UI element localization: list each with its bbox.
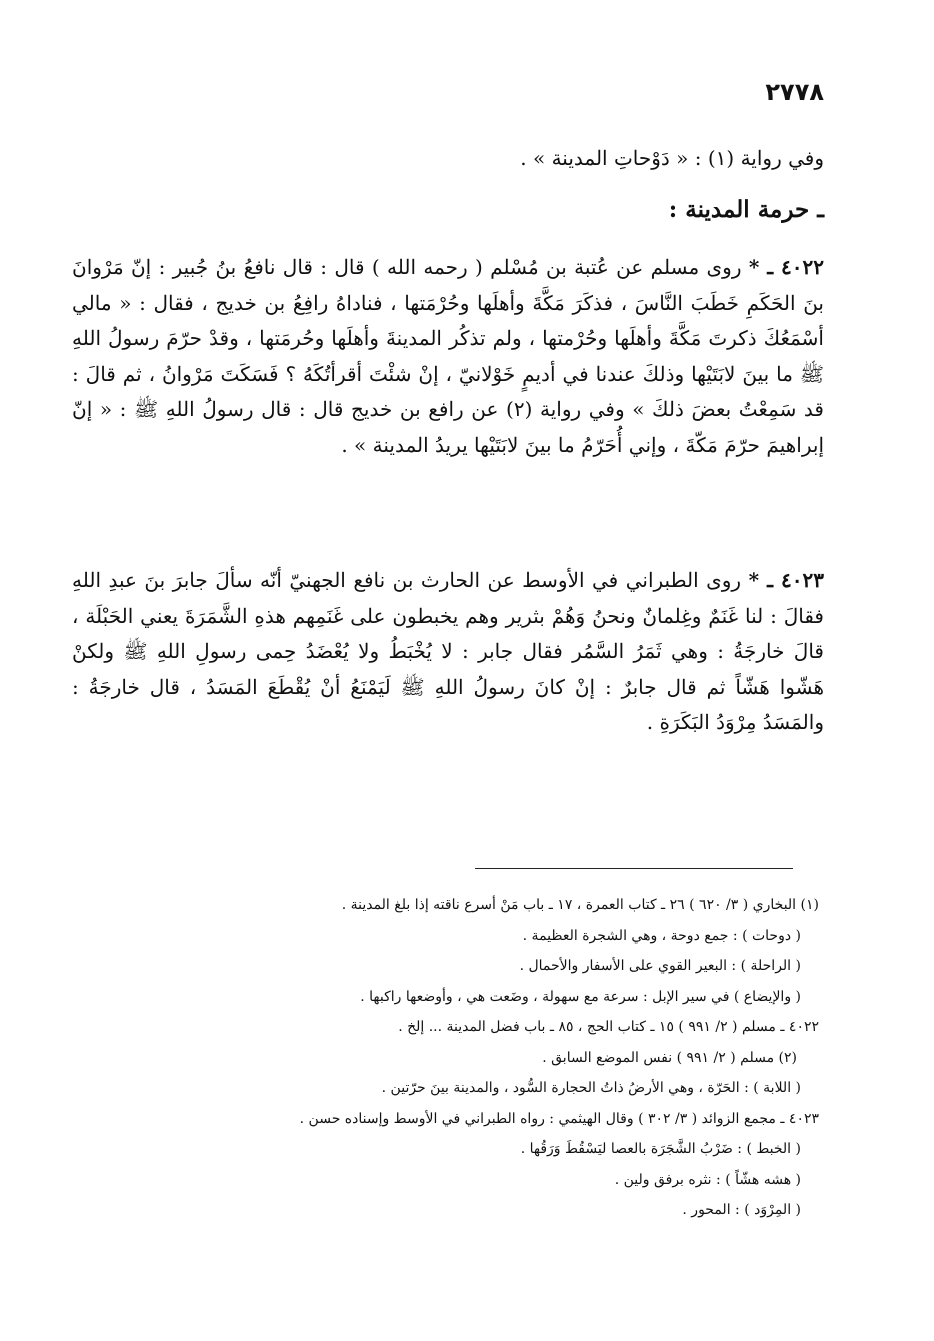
intro-line: وفي رواية (١) : « دَوْحاتِ المدينة » . (520, 146, 824, 170)
hadith-4023-text: روى الطبراني في الأوسط عن الحارث بن نافع الجهنيّ أنّه سألَ جابرَ بنَ عبدِ اللهِ فقالَ : لنا غَنَمٌ وغِلمانٌ ونحنُ وَهُمْ بثرير وهم يخبطون على غَنَمِهم هذهِ الشَّمَرَةَ يعني الحَبْلَة ، قالَ خارجَةُ : وهي ثَمَرُ السَّمُر فقال جابر : لا يُخْبَطُ ولا يُعْضَدُ حِمى رسولِ اللهِ ﷺ ولكنْ هَشّوا هَشّاً ثم قال جابرٌ : إنْ كانَ رسولُ اللهِ ﷺ لَيَمْنَعُ أنْ يُقْطَعَ المَسَدُ ، قال خارجَةُ : والمَسَدُ مِرْوَدُ البَكَرَةِ . (72, 568, 825, 734)
section-heading: ـ حرمة المدينة : (668, 196, 824, 223)
footnote-gloss-laba: ( اللابة ) : الحَرّة ، وهي الأرضُ ذاتُ الحجارة السُّود ، والمدينة بينَ حرّتين . (381, 1080, 801, 1096)
hadith-4023 (72, 563, 824, 741)
footnote-4022: ٤٠٢٢ ـ مسلم ( ٢/ ٩٩١ ) ١٥ ـ كتاب الحج ، ٨٥ ـ باب فضل المدينة ... إلخ . (398, 1019, 819, 1035)
footnote-gloss-mirwad: ( المِرْوَد ) : المحور . (682, 1202, 801, 1218)
hadith-4023-number: ٤٠٢٣ ـ * (748, 568, 825, 592)
footnote-gloss-rahila: ( الراحلة ) : البعير القوي على الأسفار والأحمال . (519, 958, 801, 974)
footnote-gloss-khabt: ( الخبط ) : ضَرْبُ الشَّجَرَة بالعصا ليَسْقُطَ وَرَقُها . (520, 1141, 801, 1157)
footnote-gloss-hash: ( هشه هشّاً ) : نثره برفق ولين . (614, 1171, 801, 1188)
footnote-2: (٢) مسلم ( ٢/ ٩٩١ ) نفس الموضع السابق . (542, 1049, 797, 1066)
footnote-1: (١) البخاري ( ٣/ ٦٢٠ ) ٢٦ ـ كتاب العمرة ، ١٧ ـ باب مَنْ أسرع ناقته إذا بلغ المدينة . (341, 897, 819, 913)
hadith-4022-number: ٤٠٢٢ ـ * (748, 255, 825, 279)
footnote-gloss-idaa: ( والإيضاع ) في سير الإبل : سرعة مع سهولة ، وضَعت هي ، وأوضعها راكبها . (360, 988, 801, 1005)
footnote-4023: ٤٠٢٣ ـ مجمع الزوائد ( ٣/ ٣٠٢ ) وقال الهيثمي : رواه الطبراني في الأوسط وإسناده حسن . (299, 1110, 819, 1127)
hadith-4022 (72, 250, 824, 463)
footnote-gloss-dawhat: ( دوحات ) : جمع دوحة ، وهي الشجرة العظيمة . (522, 927, 801, 944)
footnote-divider (475, 868, 793, 869)
footnotes (139, 890, 819, 1226)
page-number: ٢٧٧٨ (765, 78, 824, 106)
hadith-4022-text: روى مسلم عن عُتبة بن مُسْلم ( رحمه الله ) قال : قال نافعُ بنُ جُبير : إنّ مَرْوانَ بنَ الحَكَمِ خَطَبَ النَّاسَ ، فذكَرَ مَكَّةَ وأهلَها وحُرْمَتها ، فناداهُ رافِعُ بن خديج ، فقال : « مالي أسْمَعُكَ ذكرتَ مَكَّةَ وأهلَها وحُرْمتها ، ولم تذكُر المدينةَ وأهلَها وحُرمَتها ، وقدْ حرّمَ رسولُ اللهِ ﷺ ما بينَ لابَتَيْها وذلكَ عندنا في أديمٍ خَوْلانيّ ، إنْ شئْتَ أقرأتُكَهُ ؟ فَسَكَتَ مَرْوانُ ، ثم قالَ : قد سَمِعْتُ بعضَ ذلكَ » وفي رواية (٢) عن رافع بن خديج قال : قال رسولُ اللهِ ﷺ : « إنّ إبراهيمَ حرّمَ مَكّةَ ، وإني أُحَرّمُ ما بينَ لابَتَيْها يريدُ المدينة » . (72, 255, 824, 457)
